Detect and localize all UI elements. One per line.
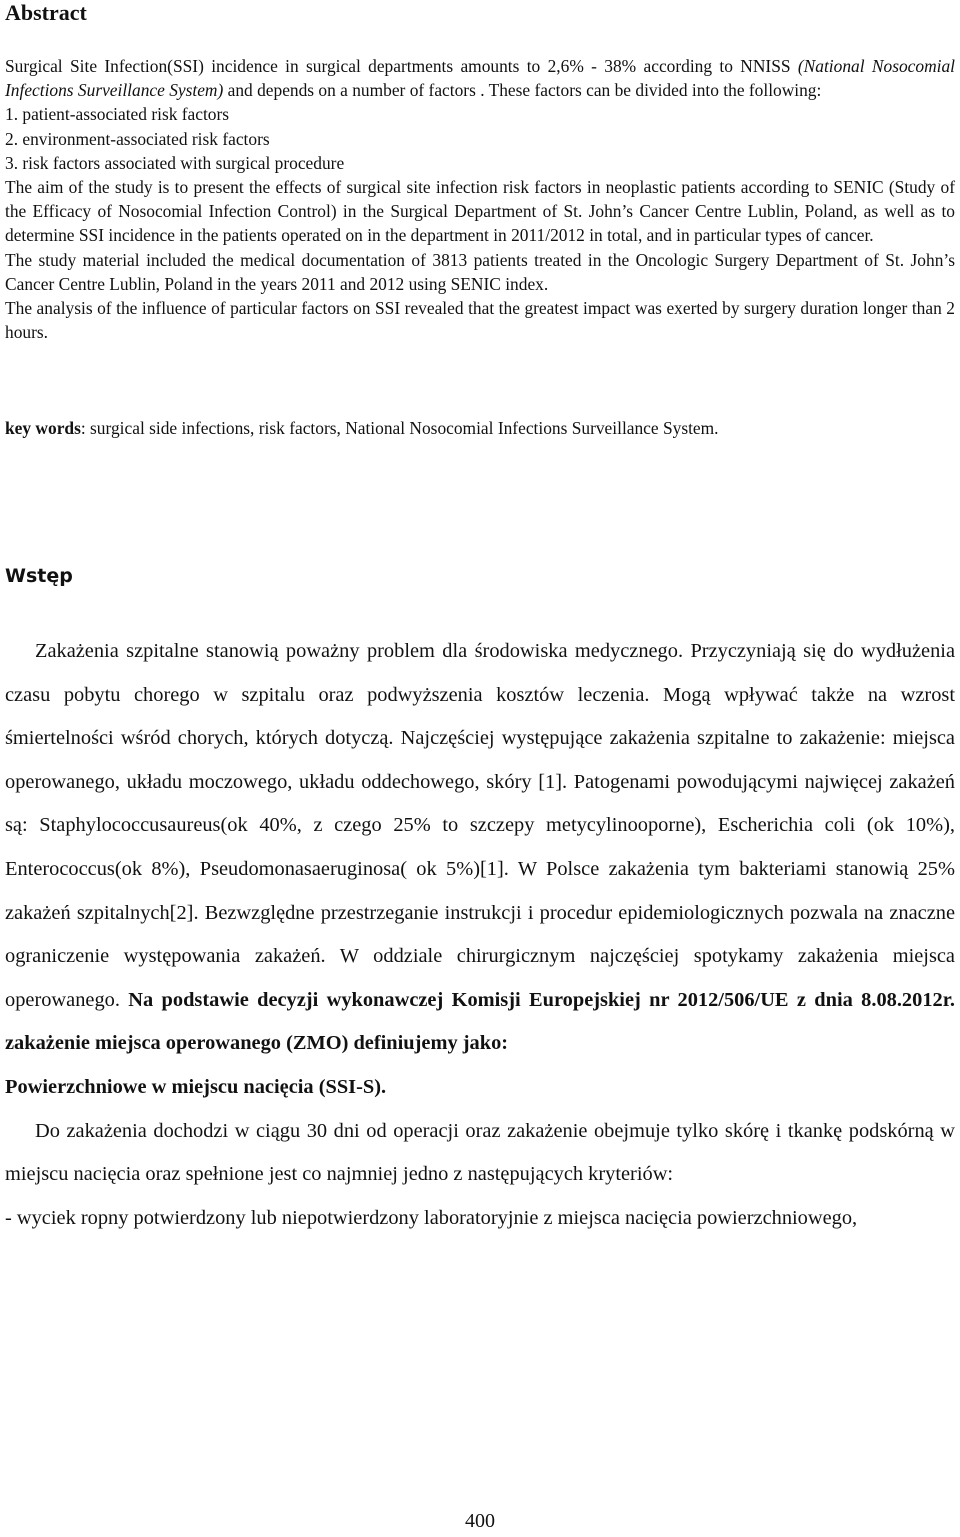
abstract-line-2: and depends on a number of factors . These factors can be	[223, 80, 632, 101]
keywords-line	[5, 416, 719, 440]
abstract-body	[5, 54, 955, 344]
ssi-definition-heading: Powierzchniowe w miejscu nacięcia (SSI-S).	[5, 1075, 387, 1098]
keywords-label: key words	[5, 418, 81, 438]
abstract-intro	[5, 54, 955, 102]
abstract-line-1: Surgical Site Infection(SSI) incidence in surgical departments amounts to 2,6% - 38% according to NNISS	[5, 56, 791, 76]
criteria-paragraph: Do zakażenia dochodzi w ciągu 30 dni od operacji oraz zakażenie obejmuje tylko skórę i tkankę podskórną w miejscu nacięcia oraz spełnione jest co najmniej jedno z następujących kryteriów:	[5, 1119, 955, 1186]
intro-paragraph-text: Zakażenia szpitalne stanowią poważny problem dla środowiska medycznego. Przyczyniają się do wydłużenia czasu pobytu chorego w szpitalu oraz podwyższenia kosztów leczenia. Mogą wpływać także na wzrost śmiertelności wśród chorych, których dotyczą. Najczęściej występujące zakażenia szpitalne to zakażenie: miejsca operowanego, układu moczowego, układu oddechowego, skóry [1]. Patogenami powodującymi najwięcej zakażeń są: Staphylococcusaureus(ok 40%, z czego 25% to szczepy metycylinooporne), Escherichia coli (ok 10%), Enterococcus(ok 8%), Pseudomonasaeruginosa( ok 5%)[1]. W Polsce zakażenia tym bakteriami stanowią 25% zakażeń szpitalnych[2]. Bezwzględne przestrzeganie instrukcji i procedur epidemiologicznych pozwala na znaczne ograniczenie występowania zakażeń. W oddziale chirurgicznym najczęściej spotykamy zakażenia miejsca operowanego.	[5, 640, 955, 1011]
keywords-text: : surgical side infections, risk factors, National Nosocomial Infections Surveillance System.	[80, 418, 719, 438]
abstract-italic-name: (National Nosocomial Infections Surveillance System)	[5, 56, 955, 101]
intro-paragraph	[5, 630, 955, 1066]
section-body	[5, 630, 955, 1240]
criteria-item-1: - wyciek ropny potwierdzony lub niepotwierdzony laboratoryjnie z miejsca nacięcia powierzchniowego,	[5, 1206, 858, 1229]
abstract-list-item-1: 1. patient-associated risk factors	[5, 104, 230, 125]
abstract-material-paragraph: The study material included the medical documentation of 3813 patients treated in the Oncologic Surgery Department of St. John’s Cancer Centre Lublin, Poland in the years 2011 and 2012 using SENIC index.	[5, 249, 955, 294]
section-title: Wstęp	[5, 565, 73, 587]
abstract-list-item-3: 3. risk factors associated with surgical procedure	[5, 152, 345, 173]
abstract-analysis-paragraph: The analysis of the influence of particular factors on SSI revealed that the greatest impact was exerted by surgery duration longer than 2 hours.	[5, 298, 955, 343]
page-number: 400	[465, 1510, 495, 1532]
abstract-heading: Abstract	[5, 0, 87, 25]
intro-paragraph-bold: Na podstawie decyzji wykonawczej Komisji Europejskiej nr 2012/506/UE z dnia 8.08.2012r. zakażenie miejsca operowanego (ZMO) definiujemy jako:	[5, 988, 955, 1055]
abstract-list-item-2: 2. environment-associated risk factors	[5, 128, 270, 149]
abstract-line-3: divided into the following:	[635, 80, 822, 101]
abstract-aim-paragraph: The aim of the study is to present the effects of surgical site infection risk factors in neoplastic patients according to SENIC (Study of the Efficacy of Nosocomial Infection Control) in the Surgical Department of St. John’s Cancer Centre Lublin, Poland, as well as to determine SSI incidence in the patients operated on in the department in 2011/2012 in total, and in particular types of cancer.	[5, 177, 955, 246]
